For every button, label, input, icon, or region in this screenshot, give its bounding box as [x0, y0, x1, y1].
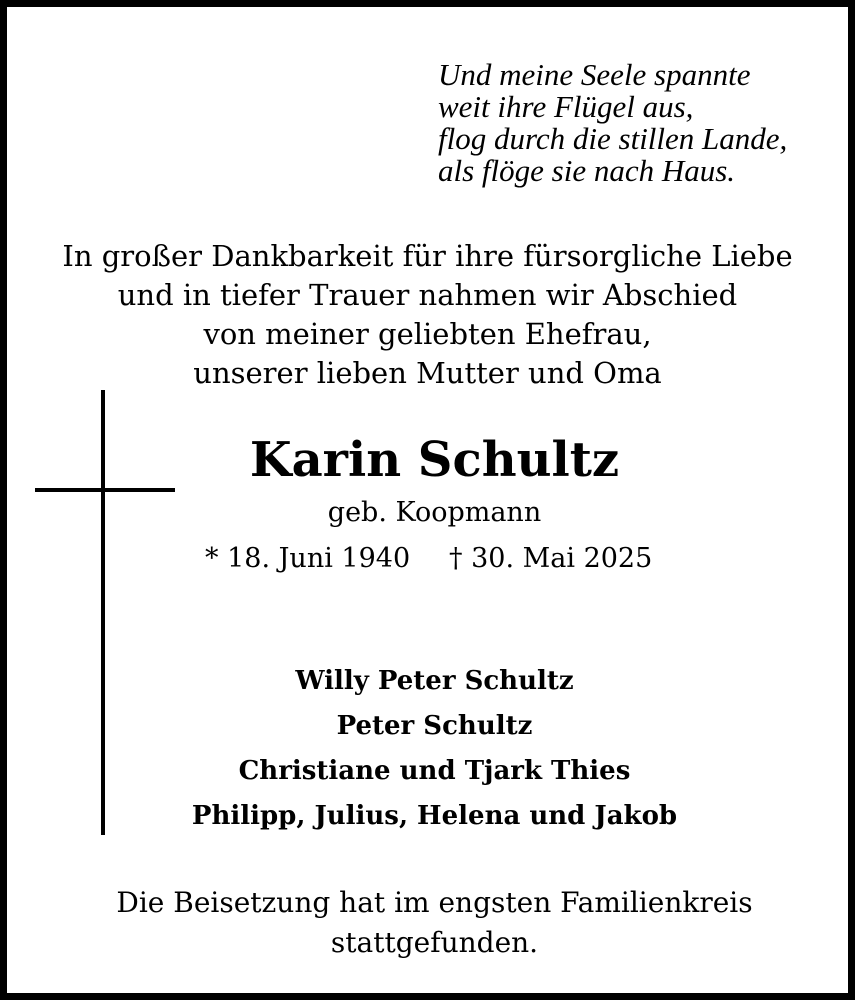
intro-text — [7, 237, 848, 393]
birth-date: * 18. Juni 1940 — [205, 543, 411, 574]
burial-note-line: Die Beisetzung hat im engsten Familienkreis — [116, 886, 753, 919]
family-line: Christiane und Tjark Thies — [238, 756, 631, 786]
intro-line: unserer lieben Mutter und Oma — [193, 356, 662, 390]
burial-note — [7, 883, 855, 963]
burial-note-line: stattgefunden. — [330, 926, 539, 959]
poem-line: weit ihre Flügel aus, — [438, 89, 694, 124]
intro-line: und in tiefer Trauer nahmen wir Abschied — [117, 278, 738, 312]
birth-name: geb. Koopmann — [327, 497, 542, 528]
poem-line: als flöge sie nach Haus. — [438, 153, 736, 188]
family-line: Willy Peter Schultz — [295, 666, 574, 696]
family-members — [7, 659, 855, 839]
intro-line: von meiner geliebten Ehefrau, — [203, 317, 652, 351]
family-line: Philipp, Julius, Helena und Jakob — [191, 801, 678, 831]
poem-line: flog durch die stillen Lande, — [438, 121, 788, 156]
poem-line: Und meine Seele spannte — [438, 57, 751, 92]
poem-verse — [438, 59, 838, 187]
family-line: Peter Schultz — [336, 711, 533, 741]
intro-line: In großer Dankbarkeit für ihre fürsorgliche Liebe — [62, 239, 793, 273]
death-date: † 30. Mai 2025 — [449, 543, 653, 574]
deceased-name: Karin Schultz — [249, 432, 620, 488]
